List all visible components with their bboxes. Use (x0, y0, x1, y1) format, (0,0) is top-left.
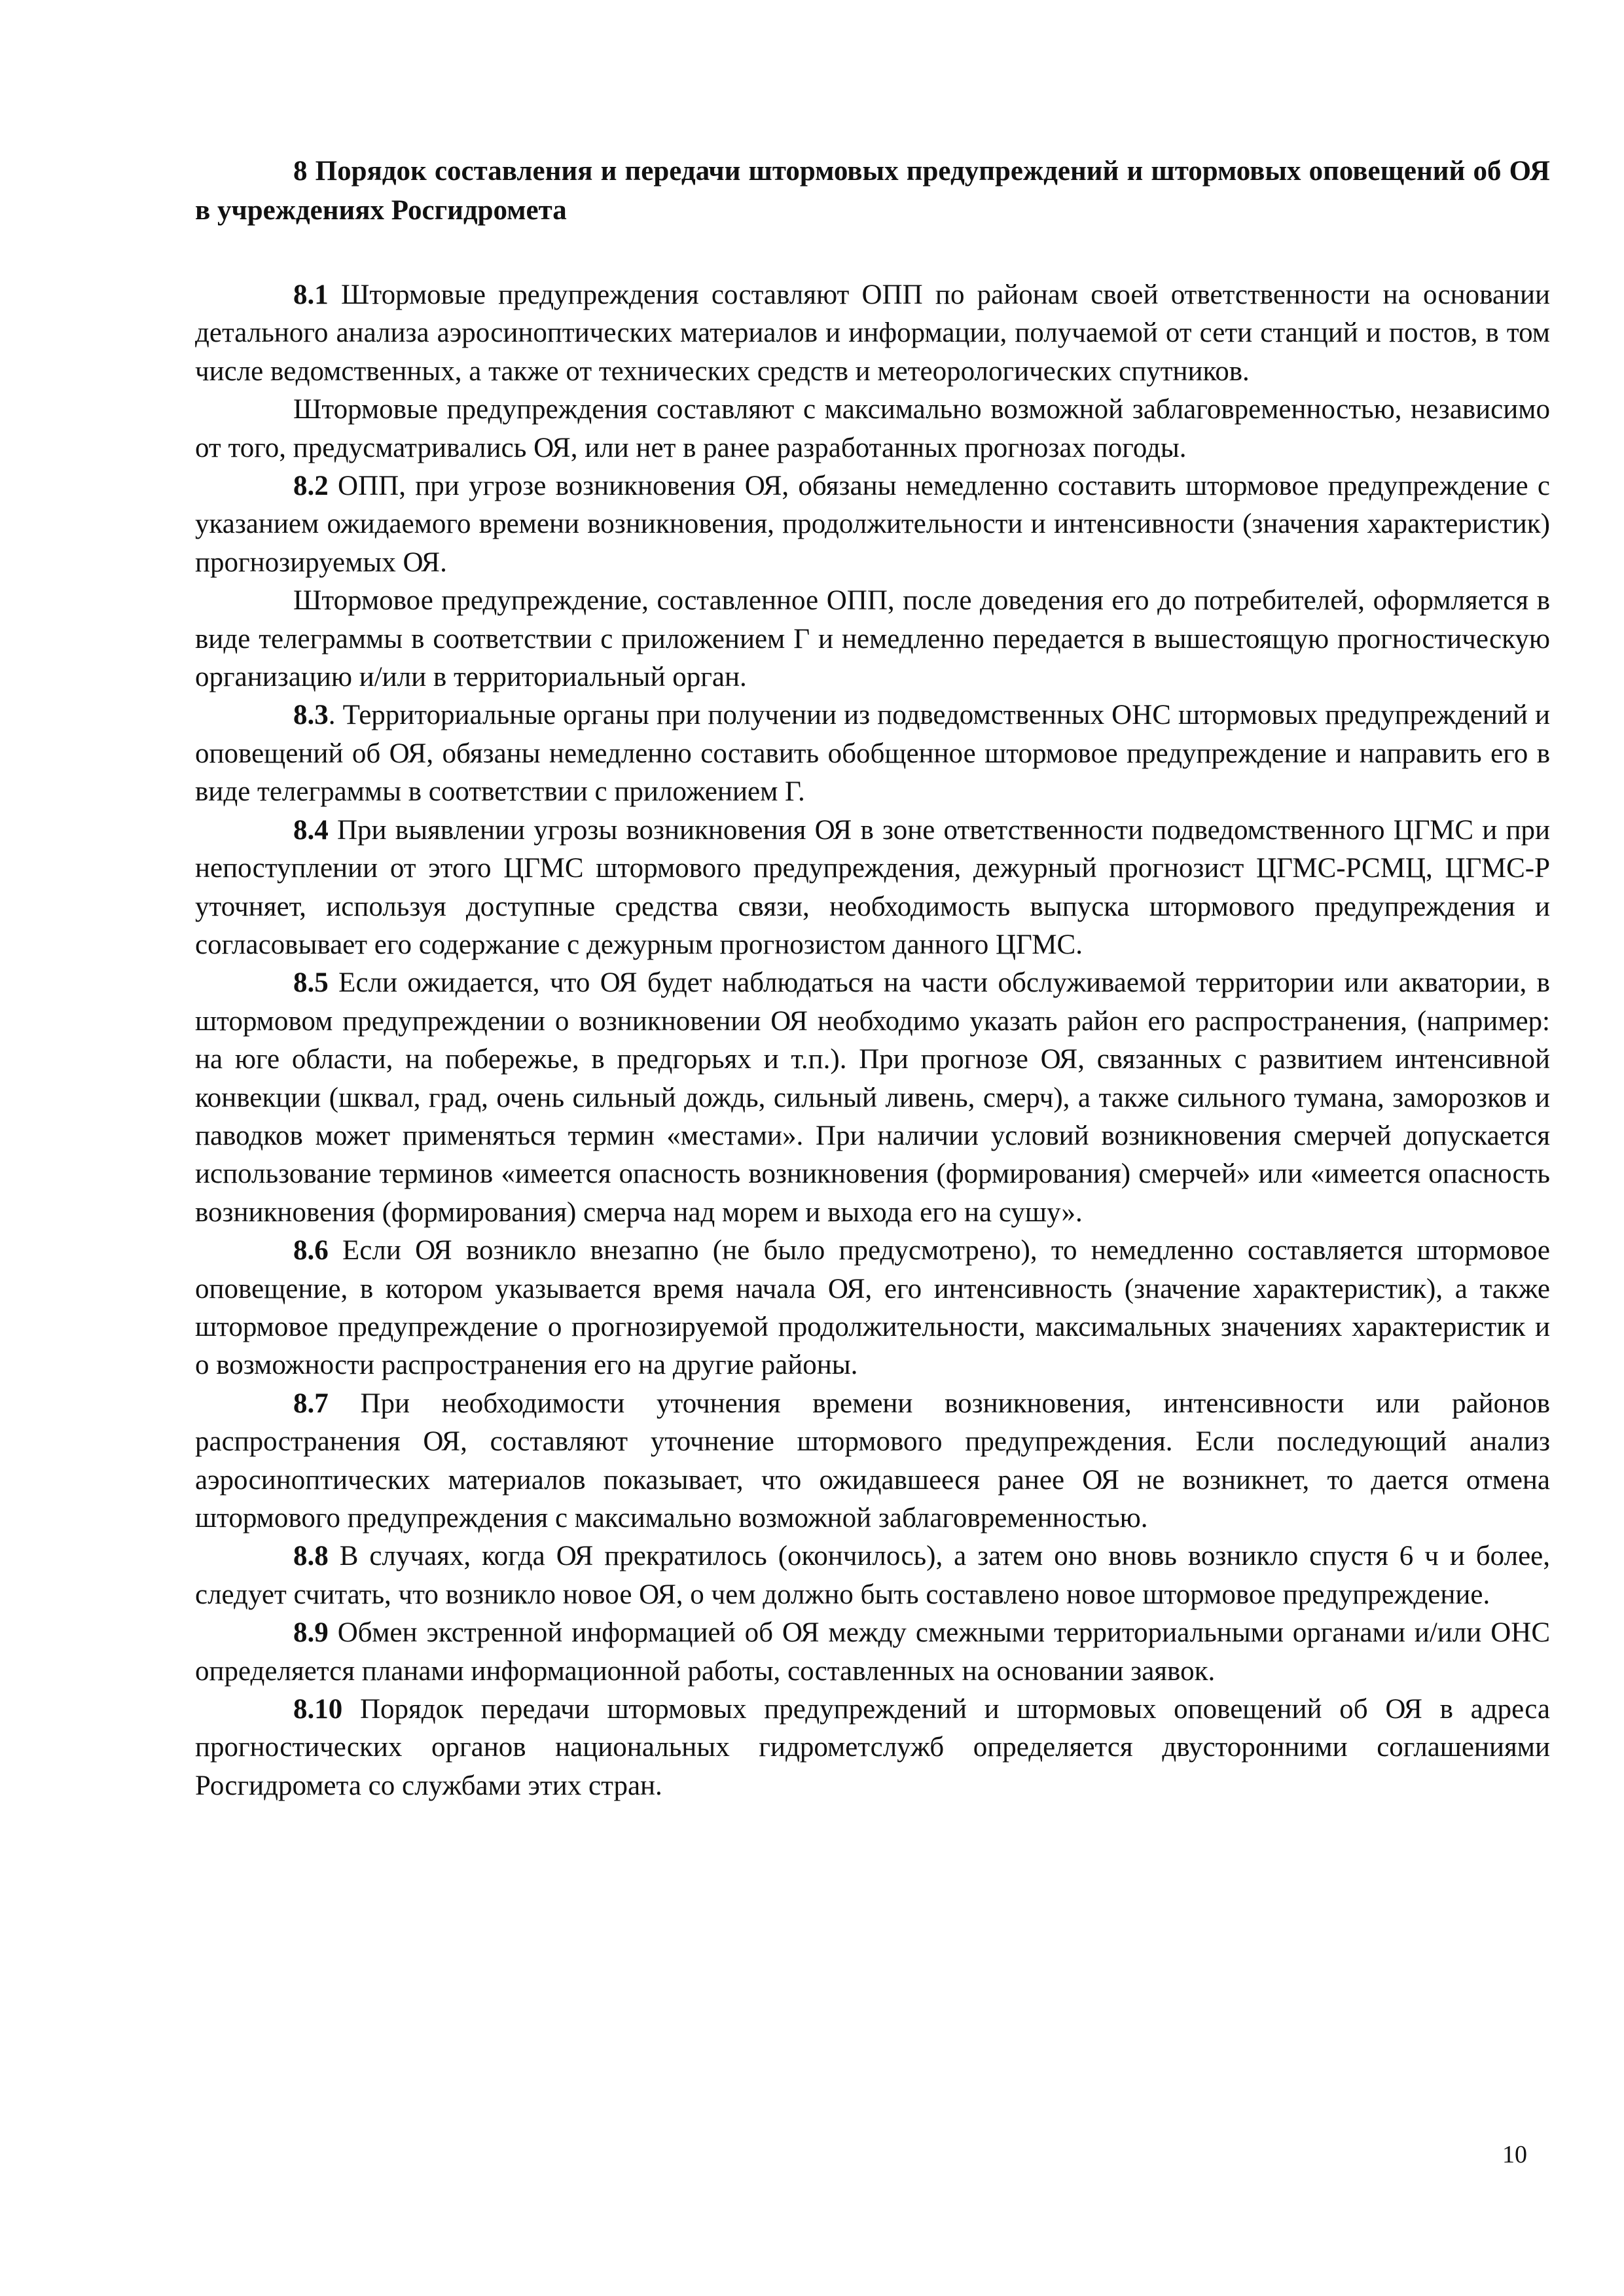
paragraph-text: При необходимости уточнения времени возникновения, интенсивности или районов распространения ОЯ, составляют уточнение штормового предупреждения. Если последующий анализ аэросиноптических материалов показывает, что ожидавшееся ранее ОЯ не возникнет, то дается отмена штормового предупреждения с максимально возможной заблаговременностью. (195, 1388, 1550, 1534)
clause-number: 8.4 (293, 814, 329, 846)
clause-number: 8.9 (293, 1617, 329, 1649)
paragraph-8-3 (195, 696, 1550, 811)
paragraph-8-6 (195, 1232, 1550, 1385)
paragraph-text: Если ожидается, что ОЯ будет наблюдаться на части обслуживаемой территории или акватории, в штормовом предупреждении о возникновении ОЯ необходимо указать район его распространения, (например: на юге области, на побережье, в предгорьях и т.п.). При прогнозе ОЯ, связанных с развитием интенсивной конвекции (шквал, град, очень сильный дождь, сильный ливень, смерч), а также сильного тумана, заморозков и паводков может применяться термин «местами». При наличии условий возникновения смерчей допускается использование терминов «имеется опасность возникновения (формирования) смерчей» или «имеется опасность возникновения (формирования) смерча над морем и выхода его на сушу». (195, 967, 1550, 1228)
paragraph-text: Если ОЯ возникло внезапно (не было предусмотрено), то немедленно составляется штормовое оповещение, в котором указывается время начала ОЯ, его интенсивность (значение характеристик), а также штормовое предупреждение о прогнозируемой продолжительности, максимальных значениях характеристик и о возможности распространения его на другие районы. (195, 1235, 1550, 1381)
paragraph-text: ОПП, при угрозе возникновения ОЯ, обязаны немедленно составить штормовое предупреждение с указанием ожидаемого времени возникновения, продолжительности и интенсивности (значения характеристик) прогнозируемых ОЯ. (195, 471, 1550, 578)
paragraph-8-10 (195, 1691, 1550, 1805)
paragraph-8-7 (195, 1385, 1550, 1538)
clause-number: 8.3 (293, 700, 329, 731)
clause-number: 8.7 (293, 1388, 329, 1419)
paragraph-8-1-continued (195, 391, 1550, 467)
paragraph-text: Обмен экстренной информацией об ОЯ между смежными территориальными органами и/или ОНС определяется планами информационной работы, составленных на основании заявок. (195, 1617, 1550, 1687)
clause-number: 8.6 (293, 1235, 329, 1266)
section-heading: 8 Порядок составления и передачи штормовых предупреждений и штормовых оповещений об ОЯ в учреждениях Росгидромета (195, 156, 1550, 226)
clause-number: 8.10 (293, 1694, 343, 1725)
paragraph-8-1 (195, 276, 1550, 391)
paragraph-text: Штормовые предупреждения составляют с максимально возможной заблаговременностью, независимо от того, предусматривались ОЯ, или нет в ранее разработанных прогнозах погоды. (195, 394, 1550, 463)
document-body (195, 152, 1550, 1805)
page-number: 10 (1502, 2141, 1527, 2168)
paragraph-text: При выявлении угрозы возникновения ОЯ в зоне ответственности подведомственного ЦГМС и при непоступлении от этого ЦГМС штормового предупреждения, дежурный прогнозист ЦГМС-РСМЦ, ЦГМС-Р уточняет, используя доступные средства связи, необходимость выпуска штормового предупреждения и согласовывает его содержание с дежурным прогнозистом данного ЦГМС. (195, 814, 1550, 960)
paragraph-text: . Территориальные органы при получении из подведомственных ОНС штормовых предупреждений и оповещений об ОЯ, обязаны немедленно составить обобщенное штормовое предупреждение и направить его в виде телеграммы в соответствии с приложением Г. (195, 700, 1550, 808)
paragraph-text: Штормовое предупреждение, составленное ОПП, после доведения его до потребителей, оформляется в виде телеграммы в соответствии с приложением Г и немедленно передается в вышестоящую прогностическую организацию и/или в территориальный орган. (195, 585, 1550, 693)
paragraph-text: В случаях, когда ОЯ прекратилось (окончилось), а затем оно вновь возникло спустя 6 ч и более, следует считать, что возникло новое ОЯ, о чем должно быть составлено новое штормовое предупреждение. (195, 1541, 1550, 1610)
paragraph-8-5 (195, 964, 1550, 1232)
paragraph-8-4 (195, 812, 1550, 965)
paragraph-8-2-continued (195, 582, 1550, 696)
clause-number: 8.5 (293, 967, 329, 999)
paragraph-text: Порядок передачи штормовых предупреждений и штормовых оповещений об ОЯ в адреса прогностических органов национальных гидрометслужб определяется двусторонними соглашениями Росгидромета со службами этих стран. (195, 1694, 1550, 1801)
paragraph-8-9 (195, 1614, 1550, 1691)
clause-number: 8.8 (293, 1541, 329, 1572)
clause-number: 8.1 (293, 279, 329, 310)
clause-number: 8.2 (293, 471, 329, 502)
paragraph-text: Штормовые предупреждения составляют ОПП по районам своей ответственности на основании детального анализа аэросиноптических материалов и информации, получаемой от сети станций и постов, в том числе ведомственных, а также от технических средств и метеорологических спутников. (195, 279, 1550, 387)
paragraph-8-8 (195, 1537, 1550, 1614)
paragraph-8-2 (195, 467, 1550, 582)
